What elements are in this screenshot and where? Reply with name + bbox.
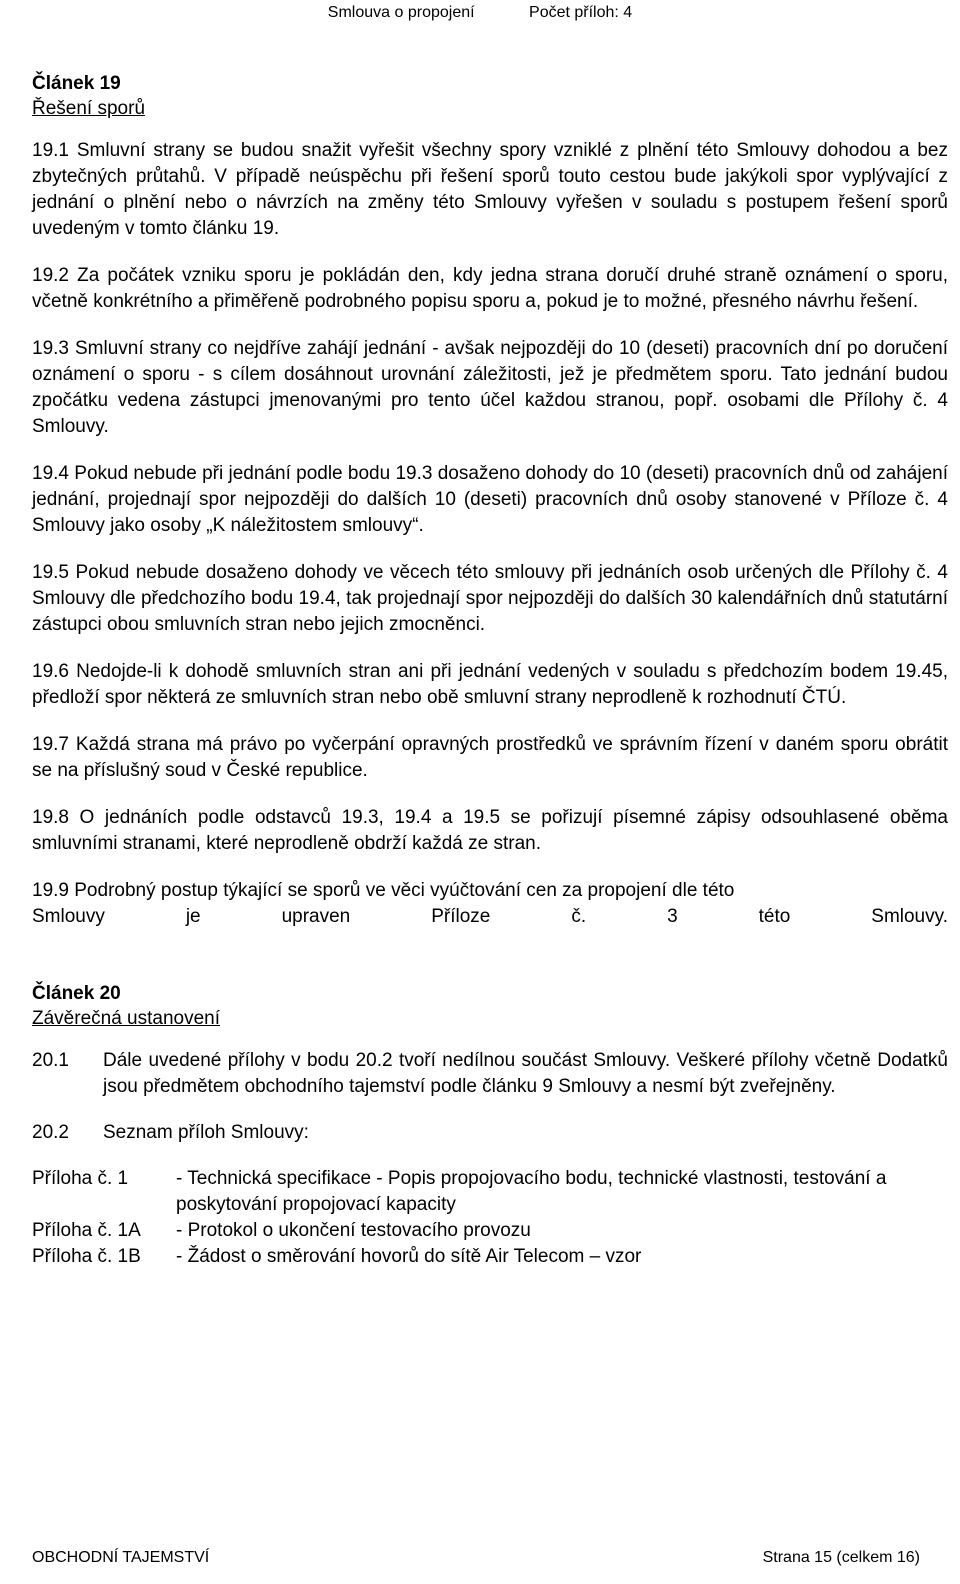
clause-20-2-text: Seznam příloh Smlouvy: (103, 1122, 309, 1143)
page-header (0, 3, 960, 23)
appendix-list (32, 1166, 948, 1270)
header-document-title: Smlouva o propojení (327, 4, 475, 21)
paragraph-19-9-line2: Smlouvy je upraven Příloze č. 3 této Smlouvy. (32, 906, 948, 927)
paragraph-19-8: 19.8 O jednáních podle odstavců 19.3, 19.4 a 19.5 se pořizují písemné zápisy odsouhlasené oběma smluvními stranami, které neprodleně obdrží každá ze stran. (32, 807, 948, 854)
appendix-label: Příloha č. 1B (32, 1246, 141, 1267)
appendix-item (32, 1218, 948, 1244)
paragraph-19-7: 19.7 Každá strana má právo po vyčerpání opravných prostředků ve správním řízení v daném sporu obrátit se na příslušný soud v České republice. (32, 734, 948, 781)
article-19 (32, 72, 948, 930)
clause-20-1-number: 20.1 (32, 1050, 69, 1071)
article-19-title: Článek 19 (32, 73, 121, 94)
clause-20-1 (32, 1048, 948, 1100)
footer-confidential-label: OBCHODNÍ TAJEMSTVÍ (32, 1549, 210, 1566)
article-20-title: Článek 20 (32, 983, 121, 1004)
clause-20-2 (32, 1120, 948, 1146)
document-body (32, 72, 948, 1270)
appendix-item (32, 1166, 948, 1218)
clause-20-1-text: Dále uvedené přílohy v bodu 20.2 tvoří nedílnou součást Smlouvy. Veškeré přílohy včetně Dodatků jsou předmětem obchodního tajemství podle článku 9 Smlouvy a nesmí být zveřejněny. (103, 1050, 948, 1097)
appendix-description: - Technická specifikace - Popis propojovacího bodu, technické vlastnosti, testování a poskytování propojovací kapacity (176, 1168, 887, 1215)
appendix-label: Příloha č. 1A (32, 1220, 141, 1241)
header-attachment-count: Počet příloh: 4 (529, 4, 633, 21)
appendix-label: Příloha č. 1 (32, 1168, 129, 1189)
article-19-subtitle: Řešení sporů (32, 98, 146, 119)
paragraph-19-9-line1: 19.9 Podrobný postup týkající se sporů ve věci vyúčtování cen za propojení dle této (32, 880, 735, 901)
appendix-description: - Žádost o směrování hovorů do sítě Air Telecom – vzor (176, 1246, 642, 1267)
article-20-subtitle: Závěrečná ustanovení (32, 1008, 221, 1029)
appendix-description: - Protokol o ukončení testovacího provozu (176, 1220, 531, 1241)
article-20 (32, 982, 948, 1270)
paragraph-19-2: 19.2 Za počátek vzniku sporu je pokládán den, kdy jedna strana doručí druhé straně oznámení o sporu, včetně konkrétního a přiměřeně podrobného popisu sporu a, pokud je to možné, přesného návrhu řešení. (32, 265, 948, 312)
page-footer (32, 1548, 920, 1568)
paragraph-19-5: 19.5 Pokud nebude dosaženo dohody ve věcech této smlouvy při jednáních osob určených dle Přílohy č. 4 Smlouvy dle předchozího bodu 19.4, tak projednají spor nejpozději do dalších 30 kalendářních dnů statutární zástupci obou smluvních stran nebo jejich zmocněnci. (32, 562, 948, 635)
paragraph-19-4: 19.4 Pokud nebude při jednání podle bodu 19.3 dosaženo dohody do 10 (deseti) pracovních dnů od zahájení jednání, projednají spor nejpozději do dalších 10 (deseti) pracovních dnů osoby stanovené v Příloze č. 4 Smlouvy jako osoby „K náležitostem smlouvy“. (32, 463, 948, 536)
paragraph-19-3: 19.3 Smluvní strany co nejdříve zahájí jednání - avšak nejpozději do 10 (deseti) pracovních dní po doručení oznámení o sporu - s cílem dosáhnout urovnání záležitosti, jež je předmětem sporu. Tato jednání budou zpočátku vedena zástupci jmenovanými pro tento účel každou stranou, popř. osobami dle Přílohy č. 4 Smlouvy. (32, 338, 948, 437)
footer-page-number: Strana 15 (celkem 16) (762, 1549, 920, 1566)
paragraph-19-9 (32, 878, 948, 930)
clause-20-2-number: 20.2 (32, 1122, 69, 1143)
paragraph-19-6: 19.6 Nedojde-li k dohodě smluvních stran ani při jednání vedených v souladu s předchozím bodem 19.45, předloží spor některá ze smluvních stran nebo obě smluvní strany neprodleně k rozhodnutí ČTÚ. (32, 661, 948, 708)
appendix-item (32, 1244, 948, 1270)
paragraph-19-1: 19.1 Smluvní strany se budou snažit vyřešit všechny spory vzniklé z plnění této Smlouvy dohodou a bez zbytečných průtahů. V případě neúspěchu při řešení sporů touto cestou bude jakýkoli spor vyplývající z jednání o plnění nebo o návrzích na změny této Smlouvy vyřešen v souladu s postupem řešení sporů uvedeným v tomto článku 19. (32, 140, 948, 239)
